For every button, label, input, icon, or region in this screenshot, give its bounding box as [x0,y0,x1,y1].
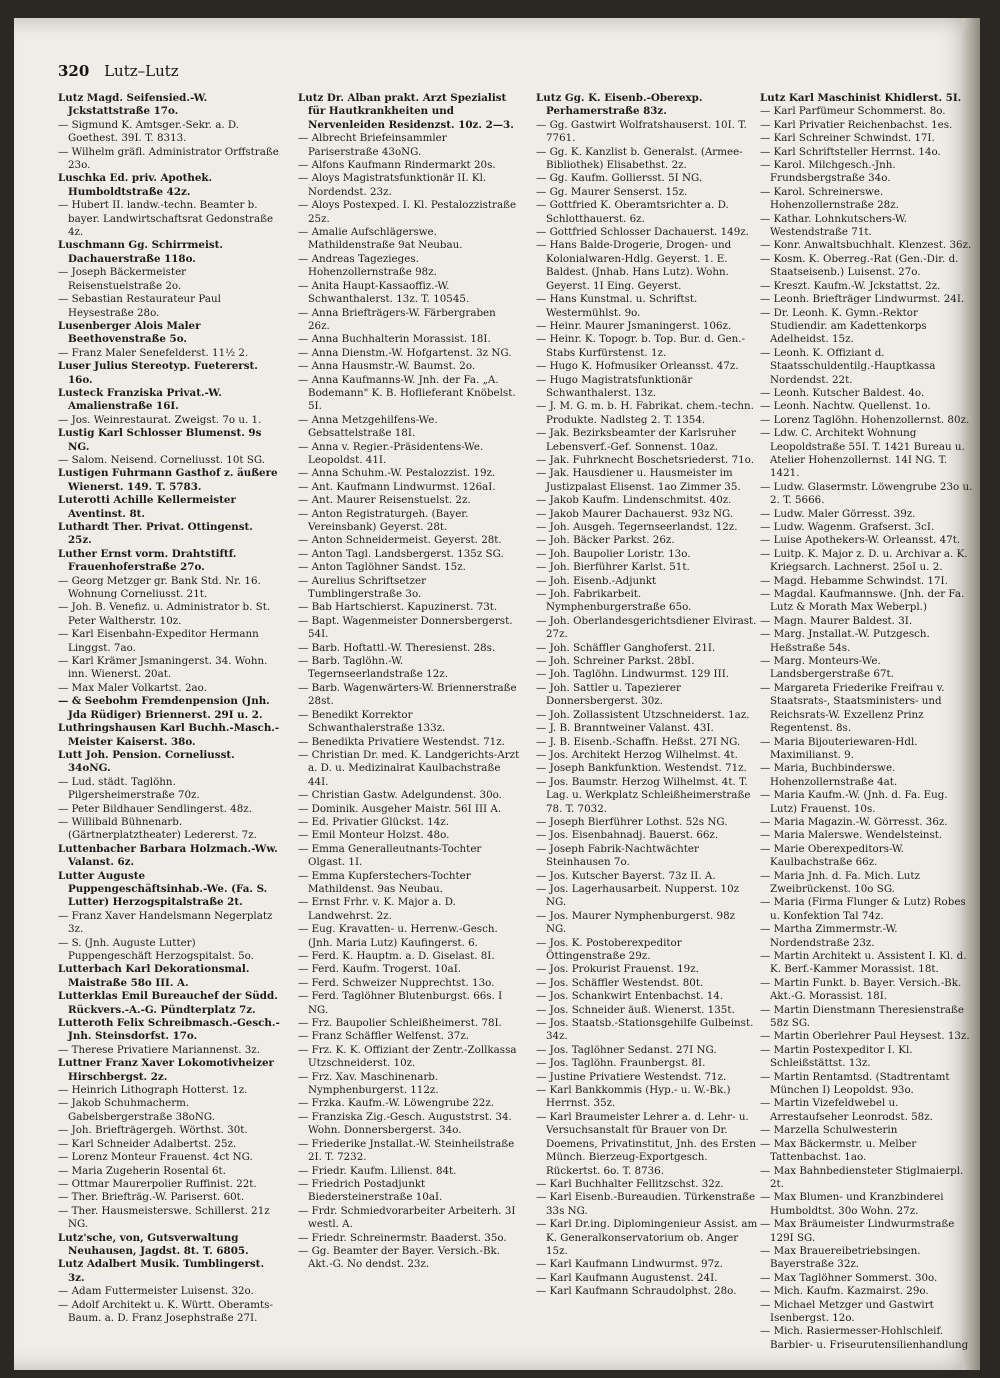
directory-entry: — Adam Futtermeister Luisenst. 32o. [58,1285,254,1298]
directory-entry: — Karl Eisenbahn-Expeditor Hermann Linggst. 7ao. [58,628,259,654]
directory-entry: — Martin Rentamtsd. (Stadtrentamt München I) Leopoldst. 93o. [760,1070,950,1097]
directory-entry: — Jakob Kaufm. Lindenschmitst. 40z. [536,494,732,507]
directory-entry: — Andreas Tagezieges. Hohenzollernstraße 98z. [298,252,437,279]
directory-entry: — Gg. Beamter der Bayer. Versich.-Bk. Akt.-G. No dendst. 23z. [298,1244,501,1271]
directory-entry: — Anna Schuhm.-W. Pestalozzist. 19z. [298,467,496,480]
directory-entry: — Jos. Prokurist Frauenst. 19z. [536,963,699,976]
directory-entry: — Dr. Leonh. K. Gymn.-Rektor Studiendir. am Kadettenkorps Adelheidst. 15z. [760,306,927,346]
directory-entry: — Aloys Postexped. I. Kl. Pestalozzistraße 25z. [298,199,517,225]
directory-entry: — Ferd. K. Hauptm. a. D. Giselast. 8I. [298,950,495,962]
directory-entry: — Karl Eisenb.-Bureaudien. Türkenstraße 33s NG. [536,1191,756,1217]
directory-entry: — Joh. Zollassistent Utzschneiderst. 1az. [536,708,750,721]
directory-entry: — Jos. Schneider äuß. Wienerst. 135t. [536,1003,735,1016]
directory-entry: — Franz Maler Senefelderst. 11½ 2. [58,346,249,359]
directory-entry: Lutz'sche, von, Gutsverwaltung Neuhausen, Jagdst. 8t. T. 6805. [58,1231,249,1257]
directory-entry: — Ferd. Taglöhner Blutenburgst. 66s. I NG. [298,990,503,1016]
directory-entry: — Anton Registraturgeh. (Bayer. Vereinsbank) Geyerst. 28t. [298,507,469,533]
directory-entry: — Martin Vizefeldwebel u. Arrestaufseher Leonrodst. 58z. [760,1097,933,1123]
directory-entry: — Franziska Zig.-Gesch. Auguststrst. 34. Wohn. Donnersbergerst. 34o. [298,1110,512,1137]
directory-entry: — Konr. Anwaltsbuchhalt. Klenzest. 36z. [760,239,972,252]
directory-entry: Luschka Ed. priv. Apothek. Humboldtstraße 42z. [58,172,213,198]
directory-entry: — Joh. Taglöhn. Lindwurmst. 129 III. [536,668,730,681]
directory-entry: — Leonh. Kutscher Baldest. 4o. [760,386,925,399]
directory-entry: — Jos. Lagerhausarbeit. Nupperst. 10z NG. [536,882,740,909]
directory-entry: — Leonh. K. Offiziant d. Staatsschuldentilg.-Hauptkassa Nordendst. 22t. [760,346,936,386]
directory-entry: — Benedikta Privatiere Westendst. 71z. [298,735,505,748]
running-title: Lutz–Lutz [104,62,179,80]
directory-entry: — Heinr. Maurer Jsmaningerst. 106z. [536,319,732,332]
directory-entry: — Ther. Briefträg.-W. Pariserst. 60t. [58,1191,245,1204]
directory-entry: — J. B. Branntweiner Valanst. 43I. [536,722,714,735]
directory-entry: — Joh. Oberlandesgerichtsdiener Elvirast. 27z. [536,614,757,641]
directory-entry: — Anton Schneidermeist. Geyerst. 28t. [298,534,502,547]
directory-entry: — Ernst Frhr. v. K. Major a. D. Landwehrst. 2z. [298,896,456,922]
directory-entry: — Bab Hartschierst. Kapuzinerst. 73t. [298,601,498,614]
directory-entry: Lutter Auguste Puppengeschäftsinhab.-We. (Fa. S. Lutter) Herzogspitalstraße 2t. [58,869,268,909]
directory-entry: — Christian Dr. med. K. Landgerichts-Arzt a. D. u. Medizinalrat Kaulbachstraße 44I. [298,748,520,788]
directory-entry: — Frz. Baupolier Schleißheimerst. 78I. [298,1017,502,1030]
directory-entry: — Adolf Architekt u. K. Württ. Oberamts-Baum. a. D. Franz Josephstraße 27I. [58,1298,273,1324]
directory-entry: — Martin Postexpeditor I. Kl. Schleißstättst. 13z. [760,1043,913,1070]
directory-entry: — Maria (Firma Flunger & Lutz) Robes u. Konfektion Tal 74z. [760,896,966,922]
page-header [58,62,179,80]
directory-entry: — Lud. städt. Taglöhn. Pilgersheimerstraße 70z. [58,775,200,802]
directory-entry: — Ferd. Kaufm. Trogerst. 10aI. [298,963,462,976]
directory-entry: — Sebastian Restaurateur Paul Heysestraße 28o. [58,293,221,319]
directory-entry: — Joh. Bierführer Karlst. 51t. [536,561,690,574]
directory-entry: — Margareta Friederike Freifrau v. Staatsrats-, Staatsministers- und Reichsrats-W. Exzellenz Prinz Regentenst. 8s. [760,681,945,735]
directory-entry: — Anita Haupt-Kassaoffiz.-W. Schwanthalerst. 13z. T. 10545. [298,279,470,306]
directory-entry: — Gg. Gastwirt Wolfratshauserst. 10I. T. 7761. [536,118,747,145]
directory-entry: — Maria Zugeherin Rosental 6t. [58,1164,226,1177]
directory-entry: — Jakob Schuhmacherm. Gabelsbergerstraße 38oNG. [58,1097,216,1123]
directory-entry: — Jak. Bezirksbeamter der Karlsruher Lebensverf.-Gef. Sonnenst. 10az. [536,427,736,453]
directory-entry: — Mich. Rasiermesser-Hohlschleif. Barbier- u. Friseurutensilienhandlung [760,1325,969,1351]
directory-entry: Luttenbacher Barbara Holzmach.-Ww. Valanst. 6z. [58,842,278,869]
directory-entry: — Joh. Schäffler Ganghoferst. 21I. [536,641,716,654]
directory-entry: — Anna Dienstm.-W. Hofgartenst. 3z NG. [298,346,512,359]
directory-entry: — Joh. Briefträgergeh. Wörthst. 30t. [58,1124,248,1137]
directory-entry: — Karl Braumeister Lehrer a. d. Lehr- u. Versuchsanstalt für Brauer von Dr. Doemens, Privatinstitut, Jnh. des Ersten Münch. Bierzeug-Exportgesch. Rückertst. 6o. T. 8736. [536,1110,756,1177]
directory-entry: — Jakob Maurer Dachauerst. 93z NG. [536,507,734,520]
directory-entry: — J. M. G. m. b. H. Fabrikat. chem.-techn. Produkte. Nadlsteg 2. T. 1354. [536,400,754,426]
directory-entry: — Karl Schriftsteller Herrnst. 14o. [760,145,941,158]
directory-entry: Luterotti Achille Kellermeister Aventinst. 8t. [58,494,236,520]
directory-entry: — Christian Gastw. Adelgundenst. 30o. [298,789,502,802]
directory-entry: — Frz. Xav. Maschinenarb. Nymphenburgerst. 112z. [298,1070,439,1097]
directory-column-1 [58,92,280,1325]
directory-entry: — Anna Briefträgers-W. Färbergraben 26z. [298,306,496,332]
directory-entry: — Joh. Fabrikarbeit. Nymphenburgerstraße 65o. [536,588,692,614]
directory-entry: — S. (Jnh. Auguste Lutter) Puppengeschäft Herzogspitalst. 5o. [58,936,254,962]
directory-entry: — Leonh. Briefträger Lindwurmst. 24I. [760,293,965,306]
directory-entry: — Anna v. Regier.-Präsidentens-We. Leopoldst. 41I. [298,440,484,466]
directory-entry: Lutz Adalbert Musik. Tumblingerst. 3z. [58,1258,265,1284]
directory-entry: — Therese Privatiere Mariannenst. 3z. [58,1043,260,1056]
directory-entry: — Martin Funkt. b. Bayer. Versich.-Bk. Akt.-G. Morassist. 18I. [760,976,962,1003]
directory-entry: — Aurelius Schriftsetzer Tumblingerstraße 3o. [298,574,427,601]
directory-entry: — Albrecht Briefeinsammler Pariserstraße 43oNG. [298,132,447,158]
directory-entry: — Ludw. Glasermstr. Löwengrube 23o u. 2. T. 5666. [760,480,973,507]
directory-entry: — Bapt. Wagenmeister Donnersbergerst. 54I. [298,614,513,641]
directory-entry: — Ferd. Schweizer Nupprechtst. 13o. [298,976,495,989]
directory-entry: — Franz Xaver Handelsmann Negerplatz 3z. [58,909,273,936]
directory-entry: — Jos. Baumstr. Herzog Wilhelmst. 4t. T. Lag. u. Werkplatz Schleißheimerstraße 78. T. 7032. [536,775,751,815]
directory-entry: — Joh. Eisenb.-Adjunkt [536,574,657,587]
directory-entry: — Hans Balde-Drogerie, Drogen- und Kolonialwaren-Hdlg. Geyerst. 1. E. Baldest. (Jnhab. Hans Lutz). Wohn. Geyerst. 1I Eing. Geyerst. [536,239,732,292]
directory-entry: — Barb. Taglöhn.-W. Tegernseerlandstraße 12z. [298,655,448,681]
directory-entry: Luther Ernst vorm. Drahtstiftf. Frauenhoferstraße 27o. [58,547,237,574]
directory-entry: — Jos. Schäffler Westendst. 80t. [536,976,704,989]
directory-entry: — Jos. Staatsb.-Stationsgehilfe Gulbeinst. 34z. [536,1017,754,1043]
directory-entry: — Joh. B. Venefiz. u. Administrator b. St. Peter Waltherstr. 10z. [58,601,271,627]
directory-entry: — Ludw. Maler Görresst. 39z. [760,507,916,520]
directory-entry: — Joseph Fabrik-Nachtwächter Steinhausen 7o. [536,842,699,869]
directory-entry: — Joh. Ausgeh. Tegernseerlandst. 12z. [536,521,738,533]
directory-entry: — Ant. Maurer Reisenstuelst. 2z. [298,494,471,507]
directory-entry: — Hugo Magistratsfunktionär Schwanthalerst. 13z. [536,373,693,399]
directory-entry: — Max Bräumeister Lindwurmstraße 129I SG. [760,1218,955,1244]
directory-entry: — Karl Privatier Reichenbachst. 1es. [760,118,953,131]
directory-entry: — Martin Architekt u. Assistent I. Kl. d. K. Berf.-Kammer Morassist. 18t. [760,950,967,976]
directory-entry: Lutz Dr. Alban prakt. Arzt Spezialist für Hautkrankheiten und Nervenleiden Residenzst. 10z. 2—3. [298,92,514,131]
directory-entry: — Joh. Baupolier Loristr. 13o. [536,547,691,560]
directory-entry: — Karl Schreiner Schwindst. 17I. [760,132,935,145]
directory-entry: — Marie Oberexpeditors-W. Kaulbachstraße 66z. [760,842,904,869]
directory-entry: — Maria Kaufm.-W. (Jnh. d. Fa. Eug. Lutz) Frauenst. 10s. [760,789,948,815]
directory-entry: — Maria Malerswe. Wendelsteinst. [760,829,943,842]
directory-entry: — Anna Kaufmanns-W. Jnh. der Fa. „A. Bodemann" K. B. Hoflieferant Knöbelst. 5I. [298,373,516,413]
directory-entry: — Ludw. Wagenm. Grafserst. 3cI. [760,521,935,533]
directory-entry: — Dominik. Ausgeher Maistr. 56I III A. [298,802,502,815]
directory-entry: — Anna Buchhalterin Morassist. 18I. [298,333,491,346]
directory-entry: — Karl Kaufmann Lindwurmst. 97z. [536,1258,723,1271]
directory-entry: — Aloys Magistratsfunktionär II. Kl. Nordendst. 23z. [298,172,487,198]
directory-entry: — Emil Monteur Holzst. 48o. [298,829,450,842]
directory-entry: — Ldw. C. Architekt Wohnung Leopoldstraße 55I. T. 1421 Bureau u. Atelier Hohenzollernst. 14I NG. T. 1421. [760,427,965,480]
directory-entry: — Jos. Kutscher Bayerst. 73z II. A. [536,869,716,882]
directory-entry: — Marzella Schulwesterin [760,1124,898,1137]
directory-entry: — Hugo K. Hofmusiker Orleansst. 47z. [536,360,739,373]
directory-entry: — Max Bahnbediensteter Stiglmaierpl. 2t. [760,1164,964,1190]
directory-entry: — Emma Generalleutnants-Tochter Olgast. 1I. [298,842,482,869]
directory-entry: — Gg. Kaufm. Golliersst. 5I NG. [536,172,703,185]
directory-entry: — Max Blumen- und Kranzbinderei Humboldtst. 30o Wohn. 27z. [760,1191,944,1217]
directory-entry: — Frz. K. K. Offiziant der Zentr.-Zollkassa Utzschneiderst. 10z. [298,1043,517,1070]
directory-entry: — Willibald Bühnenarb. (Gärtnerplatztheater) Ledererst. 7z. [58,815,257,842]
directory-entry: Luthringshausen Karl Buchh.-Masch.-Meister Kaiserst. 38o. [58,722,280,748]
directory-entry: — Karl Kaufmann Schraudolphst. 28o. [536,1285,737,1298]
directory-entry: — Emma Kupferstechers-Tochter Mathildenst. 9as Neubau. [298,869,471,895]
directory-entry: Lustig Karl Schlosser Blumenst. 9s NG. [58,427,262,453]
directory-entry: — Maria Bijouteriewaren-Hdl. Maximilianst. 9. [760,735,918,761]
directory-entry: Luthardt Ther. Privat. Ottingenst. 25z. [58,521,253,547]
directory-entry: — Wilhelm gräfl. Administrator Orffstraße 23o. [58,145,279,172]
directory-entry: — Karl Kaufmann Augustenst. 24I. [536,1271,718,1284]
directory-entry: — Ther. Hausmeisterswe. Schillerst. 21z NG. [58,1204,270,1231]
directory-entry: — Magdal. Kaufmannswe. (Jnh. der Fa. Lutz & Morath Max Weberpl.) [760,588,965,614]
directory-entry: — Martin Oberlehrer Paul Heysest. 13z. [760,1030,970,1043]
directory-entry: — Max Taglöhner Sommerst. 30o. [760,1271,938,1284]
directory-column-2 [298,92,520,1272]
directory-entry: Luttner Franz Xaver Lokomotivheizer Hirschbergst. 2z. [58,1057,274,1083]
directory-entry: — Frzka. Kaufm.-W. Löwengrube 22z. [298,1097,495,1110]
directory-entry: — Heinr. K. Topogr. b. Top. Bur. d. Gen.-Stabs Kurfürstenst. 1z. [536,333,746,359]
directory-entry: — Max Maler Volkartst. 2ao. [58,681,207,694]
directory-entry: Lusenberger Alois Maler Beethovenstraße 5o. [58,319,201,346]
directory-entry: — Joseph Bankfunktion. Westendst. 71z. [536,762,747,775]
directory-entry: Lusteck Franziska Privat.-W. Amalienstraße 16I. [58,386,222,413]
directory-entry: — Luitp. K. Major z. D. u. Archivar a. K. Kriegsarch. Lachnerst. 25oI u. 2. [760,547,968,574]
directory-entry: — Anna Metzgehilfens-We. Gebsattelstraße 18I. [298,413,438,440]
directory-entry: — Martha Zimmermstr.-W. Nordendstraße 23z. [760,923,898,949]
directory-entry: — Hans Kunstmal. u. Schriftst. Westermühlst. 9o. [536,293,698,319]
directory-entry: — Leonh. Nachtw. Quellenst. 1o. [760,400,931,413]
directory-entry: — Jos. Eisenbahnadj. Bauerst. 66z. [536,829,719,842]
directory-entry: — Franz Schäffler Welfenst. 37z. [298,1030,470,1043]
directory-entry: — Anna Hausmstr.-W. Baumst. 2o. [298,360,476,373]
directory-entry: — Kreszt. Kaufm.-W. Jckstattst. 2z. [760,279,941,292]
directory-entry: — Karl Schneider Adalbertst. 25z. [58,1137,237,1150]
directory-entry: — Jos. Weinrestaurat. Zweigst. 7o u. 1. [58,413,262,426]
directory-entry: — Salom. Neisend. Corneliusst. 10t SG. [58,453,266,466]
directory-entry: — Jos. Taglöhn. Fraunbergst. 8I. [536,1057,706,1070]
directory-entry: — Ottmar Maurerpolier Ruffinist. 22t. [58,1177,257,1190]
directory-column-3 [536,92,758,1299]
directory-entry: — Amalie Aufschlägerswe. Mathildenstraße 9at Neubau. [298,226,463,252]
directory-entry: — Luise Apothekers-W. Orleansst. 47t. [760,534,961,547]
directory-entry: — Jak. Hausdiener u. Hausmeister im Justizpalast Elisenst. 1ao Zimmer 35. [536,467,741,493]
directory-entry: — Friedr. Kaufm. Lilienst. 84t. [298,1164,457,1177]
directory-entry: — J. B. Eisenb.-Schaffn. Heßst. 27I NG. [536,735,741,748]
directory-entry: — Frdr. Schmiedvorarbeiter Arbeiterh. 3I westl. A. [298,1204,516,1231]
directory-entry: — Eug. Kravatten- u. Herrenw.-Gesch. (Jnh. Maria Lutz) Kaufingerst. 6. [298,923,498,949]
directory-entry: — Hubert II. landw.-techn. Beamter b. bayer. Landwirtschaftsrat Gedonstraße 4z. [58,199,274,239]
directory-entry: — Heinrich Lithograph Hotterst. 1z. [58,1084,248,1097]
directory-entry: — Joseph Bierführer Lothst. 52s NG. [536,815,728,828]
directory-entry: — Karl Buchhalter Fellitzschst. 32z. [536,1177,724,1190]
directory-entry: — Ant. Kaufmann Lindwurmst. 126aI. [298,480,496,493]
directory-entry: Lutz Karl Maschinist Khidlerst. 5I. [760,92,962,104]
directory-entry: — Ed. Privatier Glückst. 14z. [298,815,449,828]
directory-entry: — Max Bäckermstr. u. Melber Tattenbachst. 1ao. [760,1137,917,1164]
directory-entry: Lutt Joh. Pension. Corneliusst. 34oNG. [58,748,235,775]
directory-entry: — Jos. Maurer Nymphenburgerst. 98z NG. [536,909,736,936]
directory-entry: — Alfons Kaufmann Rindermarkt 20s. [298,159,496,172]
directory-entry: — Justine Privatiere Westendst. 71z. [536,1070,727,1083]
directory-entry: — Magd. Hebamme Schwindst. 17I. [760,574,948,587]
directory-entry: — Maria, Buchbinderswe. Hohenzollernstraße 4at. [760,762,898,788]
directory-entry: Lustigen Fuhrmann Gasthof z. äußere Wienerst. 149. T. 5783. [58,467,278,493]
directory-entry: — Marg. Monteurs-We. Landsbergerstraße 67t. [760,655,894,681]
directory-entry: — Jak. Fuhrknecht Boschetsriederst. 71o. [536,453,754,466]
directory-page [14,18,980,1370]
directory-entry: — Georg Metzger gr. Bank Std. Nr. 16. Wohnung Corneliusst. 21t. [58,574,261,601]
directory-entry: — Kosm. K. Oberreg.-Rat (Gen.-Dir. d. Staatseisenb.) Luisenst. 27o. [760,252,959,279]
directory-entry: — Maria Magazin.-W. Görresst. 36z. [760,815,948,828]
directory-entry: — Benedikt Korrektor Schwanthalerstraße 133z. [298,708,446,735]
directory-entry: Lutterklas Emil Bureauchef der Südd. Rückvers.-A.-G. Pündterplatz 7z. [58,990,278,1016]
directory-entry: — Anton Tagl. Landsbergerst. 135z SG. [298,547,504,560]
directory-entry: — Max Brauereibetriebsingen. Bayerstraße 32z. [760,1244,921,1271]
directory-entry: — Mich. Kaufm. Kazmairst. 29o. [760,1285,929,1298]
directory-entry: — Karol. Schreinerswe. Hohenzollernstraße 28z. [760,185,899,212]
directory-entry: — Joh. Bäcker Parkst. 26z. [536,534,675,547]
directory-entry: — Joseph Bäckermeister Reisenstuelstraße 2o. [58,266,187,292]
directory-entry: — Jos. Schankwirt Entenbachst. 14. [536,990,724,1003]
directory-entry: — Gottfried Schlosser Dachauerst. 149z. [536,226,749,239]
directory-entry: — Michael Metzger und Gastwirt Isenbergst. 12o. [760,1298,934,1324]
directory-entry: — Barb. Wagenwärters-W. Briennerstraße 28st. [298,681,517,708]
directory-entry: — Friedr. Schreinermstr. Baaderst. 35o. [298,1231,507,1244]
directory-entry: Lutz Gg. K. Eisenb.-Oberexp. Perhamerstraße 83z. [536,92,703,118]
directory-column-4 [760,92,974,1352]
directory-entry: — Anton Taglöhner Sandst. 15z. [298,561,466,574]
directory-entry: — Friedrich Postadjunkt Biedersteinerstraße 10aI. [298,1177,443,1204]
directory-entry: — Karl Dr.ing. Diplomingenieur Assist. am K. Generalkonservatorium ob. Anger 15z. [536,1218,758,1257]
directory-entry: — Jos. K. Postoberexpeditor Öttingenstraße 29z. [536,936,682,962]
directory-entry: Lutz Magd. Seifensied.-W. Jckstattstraße 17o. [58,92,208,118]
directory-entry: — Friederike Jnstallat.-W. Steinheilstraße 2I. T. 7232. [298,1137,515,1164]
directory-entry: — Martin Dienstmann Theresienstraße 58z SG. [760,1003,965,1030]
directory-entry: — Magn. Maurer Baldest. 3I. [760,614,913,627]
directory-entry: — Gg. Maurer Senserst. 15z. [536,185,688,198]
directory-entry: — Kathar. Lohnkutschers-W. Westendstraße 71t. [760,212,907,239]
directory-entry: — Karl Krämer Jsmaningerst. 34. Wohn. inn. Wienerst. 20at. [58,655,268,681]
directory-entry: — Joh. Schreiner Parkst. 28bI. [536,655,695,668]
directory-entry: Lutteroth Felix Schreibmasch.-Gesch.-Jnh. Steinsdorfst. 17o. [58,1017,280,1043]
directory-entry: — Gg. K. Kanzlist b. Generalst. (Armee-Bibliothek) Elisabethst. 2z. [536,145,743,172]
directory-entry: — Karol. Milchgesch.-Jnh. Frundsbergstraße 34o. [760,159,896,185]
directory-entry: Lutterbach Karl Dekorationsmal. Maistraße 58o III. A. [58,963,250,989]
directory-entry: — Karl Parfümeur Schommerst. 8o. [760,105,946,118]
directory-entry: — Joh. Sattler u. Tapezierer Donnersbergerst. 30z. [536,681,681,708]
directory-entry: — Lorenz Taglöhn. Hohenzollernst. 80z. [760,413,970,426]
directory-entry: — & Seebohm Fremdenpension (Jnh. Jda Rüdiger) Briennerst. 29I u. 2. [58,695,270,721]
directory-entry: Luser Julius Stereotyp. Fuetererst. 16o. [58,360,258,386]
directory-entry: — Gottfried K. Oberamtsrichter a. D. Schlotthauerst. 6z. [536,199,729,225]
directory-entry: — Sigmund K. Amtsger.-Sekr. a. D. Goethest. 39I. T. 8313. [58,118,240,145]
directory-entry: — Marg. Jnstallat.-W. Putzgesch. Heßstraße 54s. [760,628,930,654]
directory-entry: — Barb. Hoftattl.-W. Theresienst. 28s. [298,641,496,654]
directory-entry: Luschmann Gg. Schirrmeist. Dachauerstraße 118o. [58,239,224,265]
directory-entry: — Jos. Architekt Herzog Wilhelmst. 4t. [536,748,738,761]
directory-entry: — Karl Bankkommis (Hyp.- u. W.-Bk.) Herrnst. 35z. [536,1084,731,1110]
directory-entry: — Jos. Taglöhner Sedanst. 27I NG. [536,1043,717,1056]
directory-entry: — Lorenz Monteur Frauenst. 4ct NG. [58,1151,253,1164]
page-number: 320 [58,62,90,80]
directory-entry: — Maria Jnh. d. Fa. Mich. Lutz Zweibrückenst. 10o SG. [760,869,920,895]
directory-entry: — Peter Bildhauer Sendlingerst. 48z. [58,802,252,815]
